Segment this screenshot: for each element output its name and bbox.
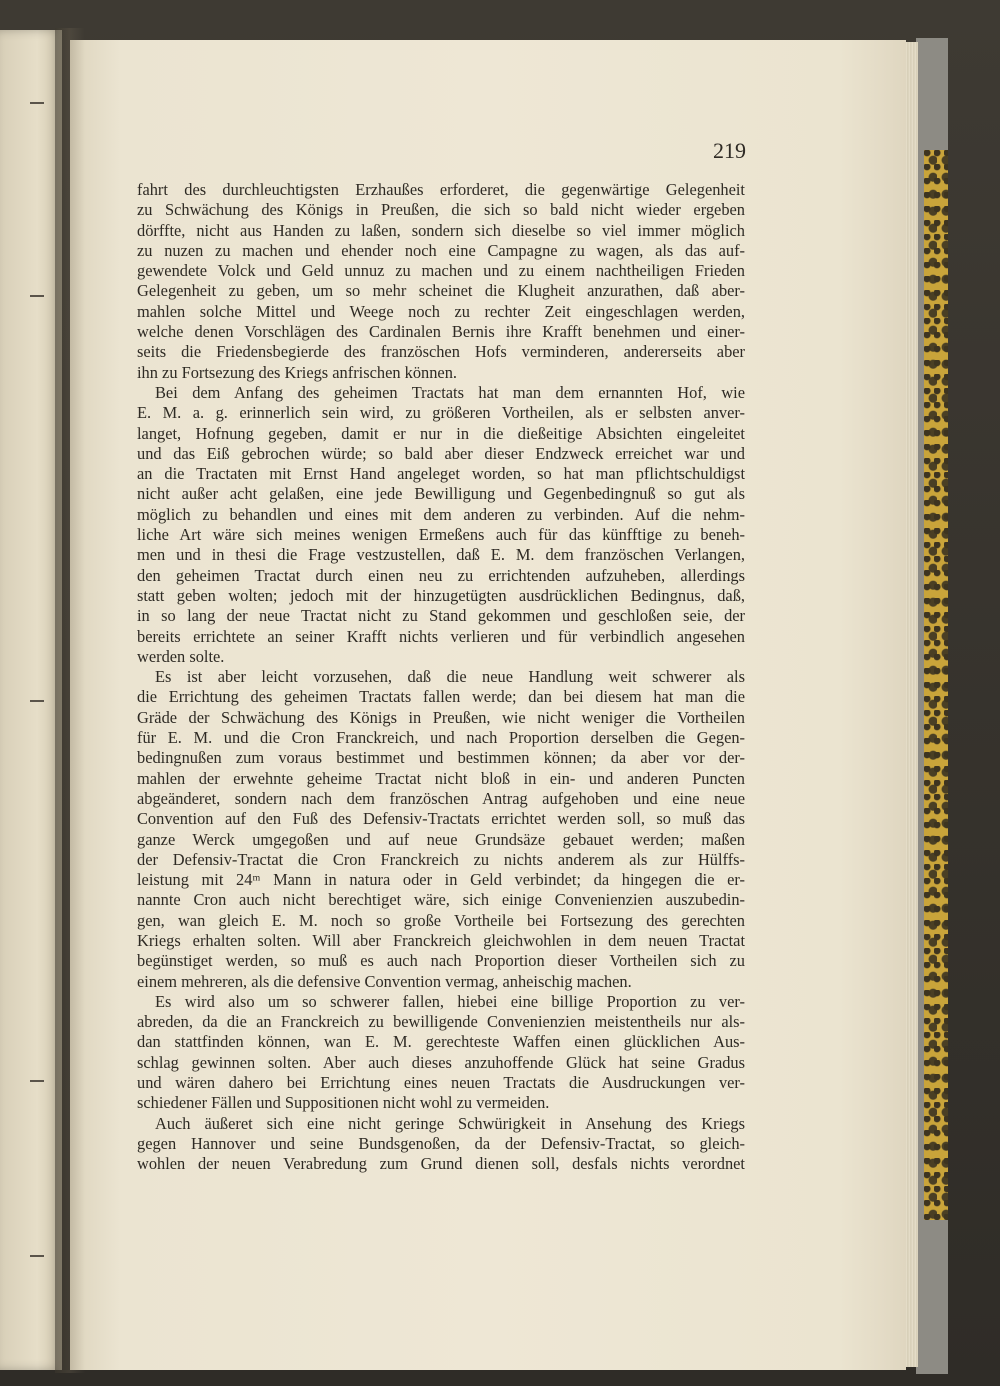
text-line: Auch äußeret sich eine nicht geringe Schwürigkeit in Ansehung des Kriegs <box>155 1113 745 1133</box>
page-number: 219 <box>713 138 746 163</box>
text-line: den geheimen Tractat durch einen neu zu errichtenden aufzuheben, allerdings <box>137 565 745 585</box>
text-line: dan stattfinden können, wan E. M. gerechteste Waffen einen glücklichen Aus- <box>137 1032 745 1052</box>
text-line: statt geben wolten; jedoch mit der hinzugetügten ausdrücklichen Bedingnus, daß, <box>137 585 745 605</box>
text-line: wohlen der neuen Verabredung zum Grund dienen soll, desfals nichts verordnet <box>137 1154 745 1174</box>
text-line: werden solte. <box>137 646 225 666</box>
text-line: und wären dahero bei Errichtung eines neuen Tractats die Ausdruckungen ver- <box>137 1073 745 1093</box>
text-line: zu Schwächung des Königs in Preußen, die sich so bald nicht wieder ergeben <box>137 200 745 220</box>
text-line: bedingnußen zum voraus bestimmet und bestimmen können; da aber vor der- <box>137 748 745 768</box>
text-line: abgeänderet, sondern nach dem französchen Antrag aufgehoben und eine neue <box>137 788 745 808</box>
text-line: fahrt des durchleuchtigsten Erzhaußes erforderet, die gegenwärtige Gelegenheit <box>137 180 745 199</box>
facing-left-page <box>0 30 62 1370</box>
text-line: Convention auf den Fuß des Defensiv-Tractats errichtet werden soll, so muß das <box>137 809 745 829</box>
margin-mark <box>30 700 44 702</box>
text-line: Es ist aber leicht vorzusehen, daß die neue Handlung weit schwerer als <box>155 667 745 687</box>
text-line: für E. M. und die Cron Franckreich, und nach Proportion derselben die Gegen- <box>137 728 745 748</box>
text-line: langet, Hofnung gegeben, damit er nur in die dießeitige Absichten eingeleitet <box>137 423 745 443</box>
text-line: dörffte, nicht aus Handen zu laßen, sondern sich dieselbe so viel immer möglich <box>137 220 745 240</box>
text-line: gen, wan gleich E. M. noch so große Vortheile bei Fortsezung des gerechten <box>137 910 745 930</box>
margin-mark <box>30 295 44 297</box>
text-line: seits die Friedensbegierde des französchen Hofs verminderen, andererseits aber <box>137 342 745 362</box>
text-line: ganze Werck umgegoßen und auf neue Grundsäze gebauet werden; maßen <box>137 829 745 849</box>
text-line: gegen Hannover und seine Bundsgenoßen, da der Defensiv-Tractat, so gleich- <box>137 1133 745 1153</box>
text-line: möglich zu behandlen und eines mit dem anderen zu verbinden. Auf die nehm- <box>137 504 745 524</box>
margin-mark <box>30 102 44 104</box>
text-line: E. M. a. g. erinnerlich sein wird, zu größeren Vortheilen, als er selbsten anver- <box>137 403 745 423</box>
text-line: einem mehreren, als die defensive Convention vermag, anheischig machen. <box>137 971 632 991</box>
text-line: abreden, da die an Franckreich zu bewilligende Convenienzien meistentheils nur als- <box>137 1012 745 1032</box>
text-line: Bei dem Anfang des geheimen Tractats hat man dem ernannten Hof, wie <box>155 382 745 402</box>
text-line: men und in thesi die Frage vestzustellen, daß E. M. dem französchen Verlangen, <box>137 545 745 565</box>
margin-mark <box>30 1080 44 1082</box>
text-line: begünstiget werden, so muß es auch nach Proportion dieser Vortheilen sich zu <box>137 951 745 971</box>
text-line: gewendete Volck und Geld unnuz zu machen und zu einem nachtheiligen Frieden <box>137 261 745 281</box>
text-line: welche denen Vorschlägen des Cardinalen Bernis ihre Krafft benehmen und einer- <box>137 322 745 342</box>
text-line: an die Tractaten mit Ernst Hand angeleget worden, so hat man pflichtschuldigst <box>137 464 745 484</box>
text-line: bereits errichtete an seiner Krafft nichts verlieren und für verbindlich angesehen <box>137 626 745 646</box>
text-line: nicht außer acht gelaßen, eine jede Bewilligung und Gegenbedingnuß so gut als <box>137 484 745 504</box>
text-line: der Defensiv-Tractat die Cron Franckreich zu nichts anderem als zur Hülffs- <box>137 849 745 869</box>
text-line: und das Eiß gebrochen würde; so bald aber dieser Endzweck erreichet war und <box>137 443 745 463</box>
text-line: schlag gewinnen solten. Aber auch dieses anzuhoffende Glück hat seine Gradus <box>137 1052 745 1072</box>
body-text <box>137 180 745 1175</box>
text-line: leistung mit 24ᵐ Mann in natura oder in Geld verbindet; da hingegen die er- <box>137 870 745 890</box>
text-line: mahlen der erwehnte geheime Tractat nicht bloß in ein- und anderen Puncten <box>137 768 745 788</box>
text-line: Gelegenheit zu geben, um so mehr scheinet die Klugheit anzurathen, daß aber- <box>137 281 745 301</box>
text-line: die Errichtung des geheimen Tractats fallen werde; dan bei diesem hat man die <box>137 687 745 707</box>
text-line: zu nuzen zu machen und ehender noch eine Campagne zu wagen, als das auf- <box>137 240 745 260</box>
margin-mark <box>30 1255 44 1257</box>
book-gutter <box>55 28 85 1373</box>
text-line: liche Art wäre sich meines wenigen Ermeßens auch für das künfftige zu beneh- <box>137 525 745 545</box>
text-line: Kriegs erhalten solten. Will aber Franckreich gleichwohlen in dem neuen Tractat <box>137 930 745 950</box>
marbled-cover-pattern <box>924 150 948 1220</box>
text-line: ihn zu Fortsezung des Kriegs anfrischen können. <box>137 362 457 382</box>
text-line: in so lang der neue Tractat nicht zu Stand gekommen und geschloßen seie, der <box>137 606 745 626</box>
text-line: Gräde der Schwächung des Königs in Preußen, wie nicht weniger die Vortheilen <box>137 707 745 727</box>
text-line: Es wird also um so schwerer fallen, hiebei eine billige Proportion zu ver- <box>155 991 745 1011</box>
text-line: schiedener Fällen und Suppositionen nicht wohl zu vermeiden. <box>137 1093 550 1113</box>
text-line: nannte Cron auch nicht berechtiget wäre, sich einige Convenienzien auszubedin- <box>137 890 745 910</box>
text-line: mahlen solche Mittel und Weege noch zu rechter Zeit eingeschlagen werden, <box>137 301 745 321</box>
